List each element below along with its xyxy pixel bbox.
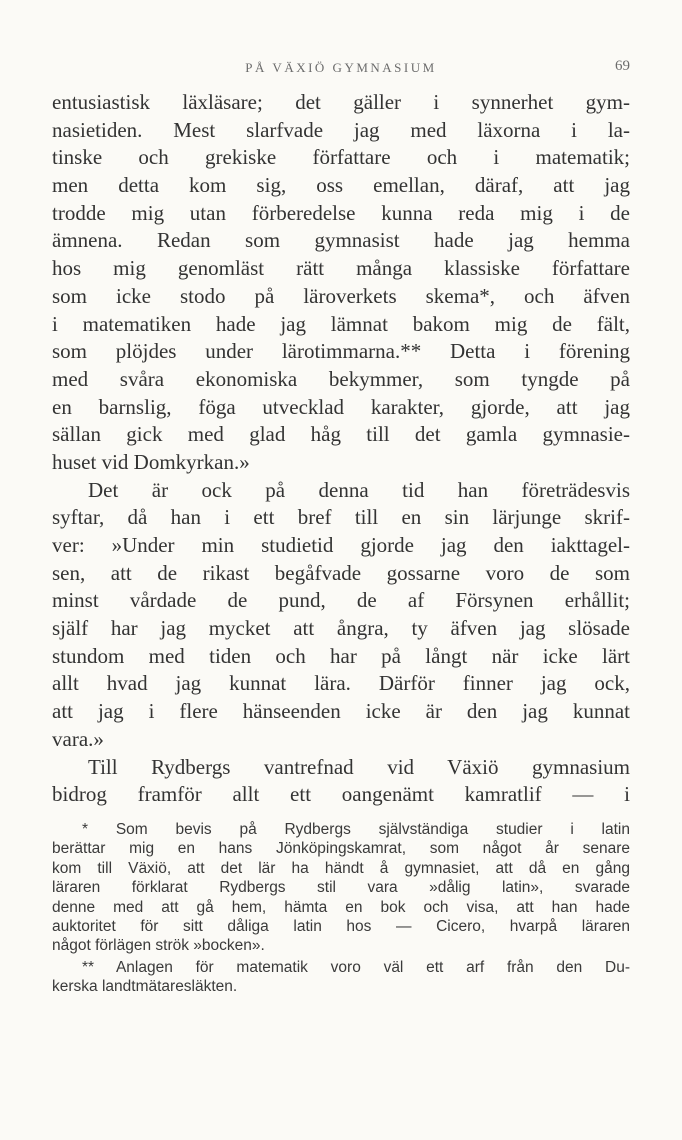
running-head: PÅ VÄXIÖ GYMNASIUM [245,60,437,75]
text-line: med svåra ekonomiska bekymmer, som tyngde på [52,366,630,391]
text-line: sen, att de rikast begåfvade gossarne voro de som [52,560,630,585]
footnote-line: auktoritet för sitt dåliga latin hos — Cicero, hvarpå läraren [52,917,630,935]
footnote-line: kom till Växiö, att det lär ha händt å gymnasiet, att då en gång [52,859,630,877]
footnotes [52,820,630,997]
text-line: huset vid Domkyrkan.» [52,449,250,474]
text-line: minst vårdade de pund, de af Försynen erhållit; [52,588,630,613]
text-line: Det är ock på denna tid han företrädesvis [88,477,630,502]
text-line: som plöjdes under lärotimmarna.** Detta i förening [52,339,630,364]
text-line: entusiastisk läxläsare; det gäller i synnerhet gym- [52,90,630,114]
text-line: nasietiden. Mest slarfvade jag med läxorna i la- [52,117,630,142]
page-number: 69 [615,58,630,74]
text-line: att jag i flere hänseenden icke är den jag kunnat [52,699,630,724]
text-line: allt hvad jag kunnat lära. Därför finner jag ock, [52,671,630,696]
main-text [52,89,630,809]
footnote-line: kerska landtmätaresläkten. [52,978,238,996]
text-line: tinske och grekiske författare och i matematik; [52,145,630,170]
text-line: trodde mig utan förberedelse kunna reda mig i de [52,200,630,225]
page-header [0,56,682,80]
text-line: bidrog framför allt ett oangenämt kamratlif — i [52,782,630,807]
text-line: vara.» [52,726,104,751]
text-line: ämnena. Redan som gymnasist hade jag hemma [52,228,630,253]
text-line: som icke stodo på läroverkets skema*, och äfven [52,283,630,308]
footnote-line: denne med att gå hem, hämta en bok och visa, att han hade [52,898,630,916]
footnote-line: * Som bevis på Rydbergs självständiga studier i latin [82,821,630,838]
text-line: ver: »Under min studietid gjorde jag den iakttagel- [52,533,630,557]
text-line: i matematiken hade jag lämnat bakom mig de fält, [52,311,630,336]
text-line: sällan gick med glad håg till det gamla gymnasie- [52,422,630,447]
footnote-line: något förlägen strök »bocken». [52,937,265,955]
text-line: men detta kom sig, oss emellan, däraf, att jag [52,173,630,198]
footnote-line: läraren förklarat Rydbergs stil vara »dålig latin», svarade [52,879,630,897]
text-line: hos mig genomläst rätt många klassiske författare [52,256,630,281]
footnote-line: ** Anlagen för matematik voro väl ett arf från den Du- [82,958,630,976]
text-line: syftar, då han i ett bref till en sin lärjunge skrif- [52,505,630,530]
text-line: Till Rydbergs vantrefnad vid Växiö gymnasium [88,754,630,779]
footnote-line: berättar mig en hans Jönköpingskamrat, som något år senare [52,840,630,858]
text-line: själf har jag mycket att ångra, ty äfven jag slösade [52,616,630,641]
text-line: en barnslig, föga utvecklad karakter, gjorde, att jag [52,394,630,419]
text-line: stundom med tiden och har på långt när icke lärt [52,643,630,668]
